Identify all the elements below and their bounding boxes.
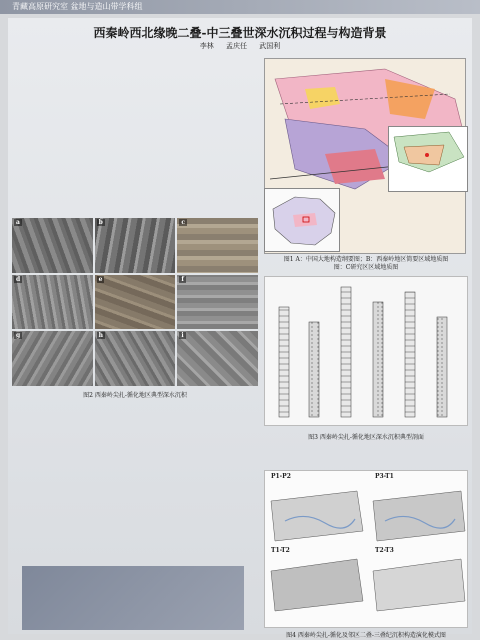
figure-2-caption: 图2 西秦岭尖扎-循化地区典型深水沉积	[83, 392, 187, 399]
stage-section	[12, 426, 258, 427]
evolution-svg	[265, 471, 468, 628]
photo-tag: c	[181, 219, 185, 226]
outcrop-photo	[12, 331, 93, 386]
introduction	[12, 54, 258, 214]
figure-4-caption: 图4 西秦岭尖扎-循化及邻区二叠-三叠纪沉积构造演化模式图	[286, 632, 446, 639]
stratigraphic-sections-svg	[265, 277, 468, 426]
photo-tag: f	[181, 275, 184, 283]
outcrop-photo	[95, 275, 176, 330]
photo-tag: g	[16, 332, 21, 340]
tectonic-summary-box	[22, 566, 244, 630]
outcrop-photo	[177, 218, 258, 273]
panel-label: T1-T2	[271, 547, 290, 554]
outcrop-photo	[12, 275, 93, 330]
stage-section	[12, 490, 258, 491]
photo-tag: i	[181, 332, 184, 340]
poster-authors: 李林 孟庆任 武国利	[199, 42, 281, 50]
china-inset-map	[264, 188, 340, 252]
header-title: 青藏高原研究室 盆地与造山带学科组	[12, 2, 143, 11]
header-bar	[0, 0, 480, 14]
photo-tag: e	[98, 275, 103, 283]
poster	[8, 18, 472, 639]
figure-3-caption: 图3 西秦岭尖扎-循化地区深水沉积典型剖面	[308, 434, 424, 441]
outcrop-photo	[177, 331, 258, 386]
poster-title: 西秦岭西北缘晚二叠-中三叠世深水沉积过程与构造背景	[93, 26, 387, 40]
figure-1-caption	[264, 256, 468, 272]
china-inset-svg	[265, 189, 340, 252]
outcrop-photo	[95, 331, 176, 386]
outcrop-photo	[12, 218, 93, 273]
local-inset-map	[388, 126, 468, 192]
figure-1-caption-line: 图：C研究区区域地质图	[333, 264, 399, 271]
photo-tag: h	[98, 332, 104, 340]
panel-label: P1-P2	[271, 473, 291, 480]
photo-tag: b	[98, 219, 103, 226]
outcrop-photo	[95, 218, 176, 273]
photo-tag: d	[16, 275, 21, 283]
photo-tag: a	[16, 219, 20, 226]
panel-label: P3-T1	[375, 473, 394, 480]
outcrop-photo	[177, 275, 258, 330]
stratigraphic-sections	[264, 276, 468, 426]
stage-section	[12, 540, 258, 541]
figure-2-photos	[12, 218, 258, 386]
local-inset-svg	[389, 127, 468, 192]
panel-label: T2-T3	[375, 547, 394, 554]
figure-1-caption-line: 图1 A：中国大地构造纲要图；B：西秦岭地区简要区域地质图	[283, 256, 449, 263]
tectonic-evolution-diagram	[264, 470, 468, 628]
